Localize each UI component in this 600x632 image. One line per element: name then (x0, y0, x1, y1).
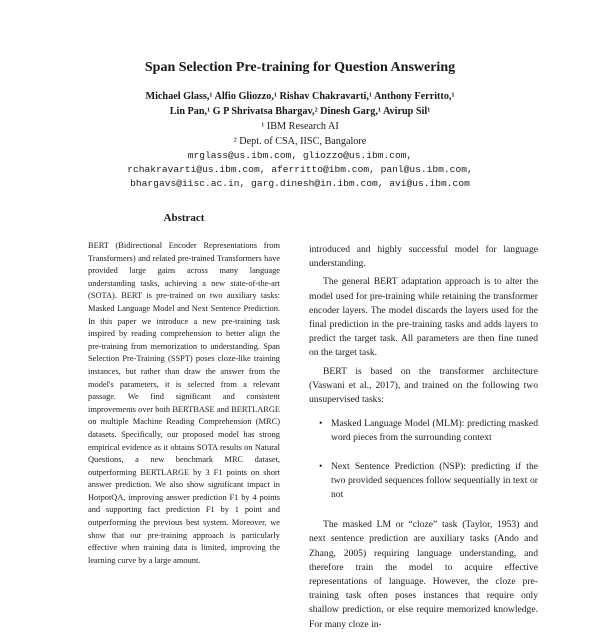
paper-title: Span Selection Pre-training for Question Answering (144, 60, 456, 75)
list-item-nsp: • Next Sentence Prediction (NSP): predicting if the two provided sequences follow sequentially in text or not (309, 460, 538, 503)
body-paragraph-2: The general BERT adaptation approach is to alter the model used for pre-training while retaining the transformer encoder layers. The model discards the layers used for the final prediction in the pre-training tasks and adds layers to predict the target task. All parameters are then fine tuned on the target task. (309, 276, 538, 359)
author-block (0, 89, 600, 149)
authors-line-2: Lin Pan,¹ G P Shrivatsa Bhargav,² Dinesh Garg,¹ Avirup Sil¹ (169, 106, 431, 117)
body-paragraph-3: BERT is based on the transformer architecture (Vaswani et al., 2017), and trained on the following two unsupervised tasks: (309, 365, 538, 406)
body-paragraph-4: The masked LM or “cloze” task (Taylor, 1953) and next sentence prediction are auxiliary tasks (Ando and Zhang, 2005) requiring language understanding, and therefore train the model to acquire effective representations of language. However, the cloze pre-training task often poses instances that require only shallow prediction, or else require memorized knowledge. For many cloze in- (309, 519, 538, 630)
authors-line-1: Michael Glass,¹ Alfio Gliozzo,¹ Rishav Chakravarti,¹ Anthony Ferritto,¹ (145, 91, 455, 102)
email-line-2: rchakravarti@us.ibm.com, aferritto@ibm.com, panl@us.ibm.com, (127, 164, 473, 175)
email-line-3: bhargavs@iisc.ac.in, garg.dinesh@in.ibm.com, avi@us.ibm.com (130, 178, 470, 189)
abstract-heading: Abstract (163, 212, 205, 224)
body-paragraph-1: introduced and highly successful model for language understanding. (309, 244, 538, 270)
task-list (309, 417, 538, 502)
list-item-mlm: • Masked Language Model (MLM): predicting masked word pieces from the surrounding context (309, 417, 538, 445)
email-block (0, 149, 600, 191)
affiliation-2: ² Dept. of CSA, IISC, Bangalore (233, 136, 367, 147)
abstract-text: BERT (Bidirectional Encoder Representations from Transformers) and related pre-trained Transformers have provided large gains across many language understanding tasks, achieving a new state-of-the-art (SOTA). BERT is pre-trained on two auxiliary tasks: Masked Language Model and Next Sentence Prediction. In this paper we introduce a new pre-training task inspired by reading comprehension to better align the pre-training from memorization to understanding. Span Selection Pre-Training (SSPT) poses cloze-like training instances, but rather than draw the answer from the model's parameters, it is selected from a relevant passage. We find significant and consistent improvements over both BERTBASE and BERTLARGE on multiple Machine Reading Comprehension (MRC) datasets. Specifically, our proposed model has strong empirical evidence as it obtains SOTA results on Natural Questions, a new benchmark MRC dataset, outperforming BERTLARGE by 3 F1 points on short answer prediction. We also show significant impact in HotpotQA, improving answer prediction F1 by 4 points and supporting fact prediction F1 by 1 point and outperforming the previous best system. Moreover, we show that our pre-training approach is particularly effective when training data is limited, improving the learning curve by a large amount. (88, 241, 280, 565)
affiliation-1: ¹ IBM Research AI (261, 121, 339, 132)
body-column (309, 245, 538, 632)
email-line-1: mrglass@us.ibm.com, gliozzo@us.ibm.com, (187, 150, 413, 161)
